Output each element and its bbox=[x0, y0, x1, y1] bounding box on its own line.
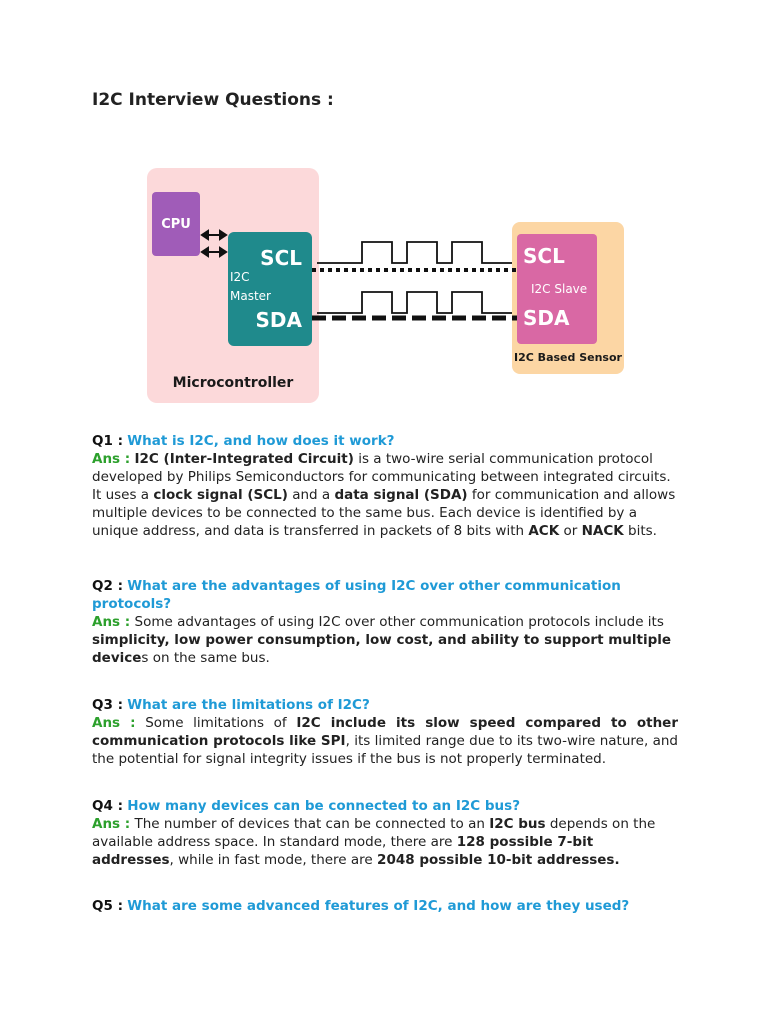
answer-bold-segment: NACK bbox=[581, 523, 624, 539]
i2c-diagram bbox=[92, 150, 682, 410]
master-sda-label: SDA bbox=[255, 308, 302, 332]
microcontroller-label: Microcontroller bbox=[172, 375, 294, 391]
answer-segment: for communication and allows multiple devices to be connected to the same bus. Each device is identified by a unique address, and data is transferred in packets of 8 bits with bbox=[92, 487, 676, 539]
master-scl-label: SCL bbox=[260, 246, 302, 270]
master-label-line1: I2C bbox=[230, 270, 250, 284]
question-number: Q4 : bbox=[92, 798, 123, 814]
answer-label: Ans : bbox=[92, 614, 131, 630]
qa-item-2 bbox=[92, 577, 678, 667]
answer-label: Ans : bbox=[92, 451, 131, 467]
master-label-line2: Master bbox=[230, 289, 271, 303]
answer-bold-segment: ACK bbox=[528, 523, 560, 539]
answer-bold-segment: simplicity, low power consumption, low cost, and ability to support multiple device bbox=[92, 632, 672, 666]
qa-item-4 bbox=[92, 797, 678, 869]
question-text: How many devices can be connected to an I2C bus? bbox=[127, 798, 521, 814]
bus-wires bbox=[92, 150, 682, 410]
question-text: What are some advanced features of I2C, and how are they used? bbox=[127, 898, 630, 914]
answer-text bbox=[92, 815, 678, 869]
question-line bbox=[92, 432, 678, 450]
answer-segment: Some advantages of using I2C over other communication protocols include its bbox=[130, 614, 664, 630]
answer-bold-segment: I2C include its slow speed compared to other communication protocols like SPI bbox=[92, 715, 678, 749]
question-number: Q2 : bbox=[92, 578, 123, 594]
qa-item-3 bbox=[92, 696, 678, 768]
answer-bold-segment: I2C (Inter-Integrated Circuit) bbox=[134, 451, 354, 467]
sda-waveform bbox=[317, 292, 512, 313]
slave-scl-label: SCL bbox=[523, 244, 565, 268]
cpu-label: CPU bbox=[161, 216, 191, 232]
qa-item-5 bbox=[92, 897, 678, 915]
question-line bbox=[92, 797, 678, 815]
slave-sda-label: SDA bbox=[523, 306, 570, 330]
answer-text bbox=[92, 450, 678, 540]
question-number: Q5 : bbox=[92, 898, 123, 914]
answer-label: Ans : bbox=[92, 715, 136, 731]
answer-segment: Some limitations of bbox=[135, 715, 297, 731]
question-text: What are the limitations of I2C? bbox=[127, 697, 370, 713]
qa-item-1 bbox=[92, 432, 678, 540]
answer-segment: , while in fast mode, there are bbox=[169, 852, 378, 868]
answer-text bbox=[92, 613, 678, 667]
answer-segment: or bbox=[559, 523, 582, 539]
question-number: Q3 : bbox=[92, 697, 123, 713]
answer-segment: is a two-wire serial communication protocol developed by Philips Semiconductors for communicating between integrated circuits. It uses a bbox=[92, 451, 671, 503]
answer-label: Ans : bbox=[92, 816, 131, 832]
cpu-master-arrows bbox=[202, 231, 226, 256]
answer-segment: The number of devices that can be connected to an bbox=[130, 816, 490, 832]
question-line bbox=[92, 696, 678, 714]
answer-bold-segment: 128 possible 7-bit addresses bbox=[92, 834, 594, 868]
answer-bold-segment: 2048 possible 10-bit addresses. bbox=[377, 852, 620, 868]
answer-segment: bits. bbox=[623, 523, 657, 539]
answer-segment: , its limited range due to its two-wire nature, and the potential for signal integrity issues if the bus is not properly terminated. bbox=[92, 733, 678, 767]
answer-bold-segment: clock signal (SCL) bbox=[153, 487, 288, 503]
answer-bold-segment: data signal (SDA) bbox=[334, 487, 468, 503]
answer-segment: and a bbox=[287, 487, 335, 503]
answer-segment: depends on the available address space. In standard mode, there are bbox=[92, 816, 656, 850]
slave-label: I2C Slave bbox=[531, 282, 588, 296]
question-text: What are the advantages of using I2C over other communication protocols? bbox=[92, 578, 621, 612]
answer-text bbox=[92, 714, 678, 768]
question-line bbox=[92, 897, 678, 915]
question-line bbox=[92, 577, 678, 613]
question-number: Q1 : bbox=[92, 433, 123, 449]
answer-bold-segment: I2C bus bbox=[489, 816, 546, 832]
sensor-label: I2C Based Sensor bbox=[514, 351, 622, 364]
question-text: What is I2C, and how does it work? bbox=[127, 433, 395, 449]
answer-segment: s on the same bus. bbox=[141, 650, 270, 666]
page-title: I2C Interview Questions : bbox=[92, 90, 334, 110]
scl-waveform bbox=[317, 242, 512, 263]
